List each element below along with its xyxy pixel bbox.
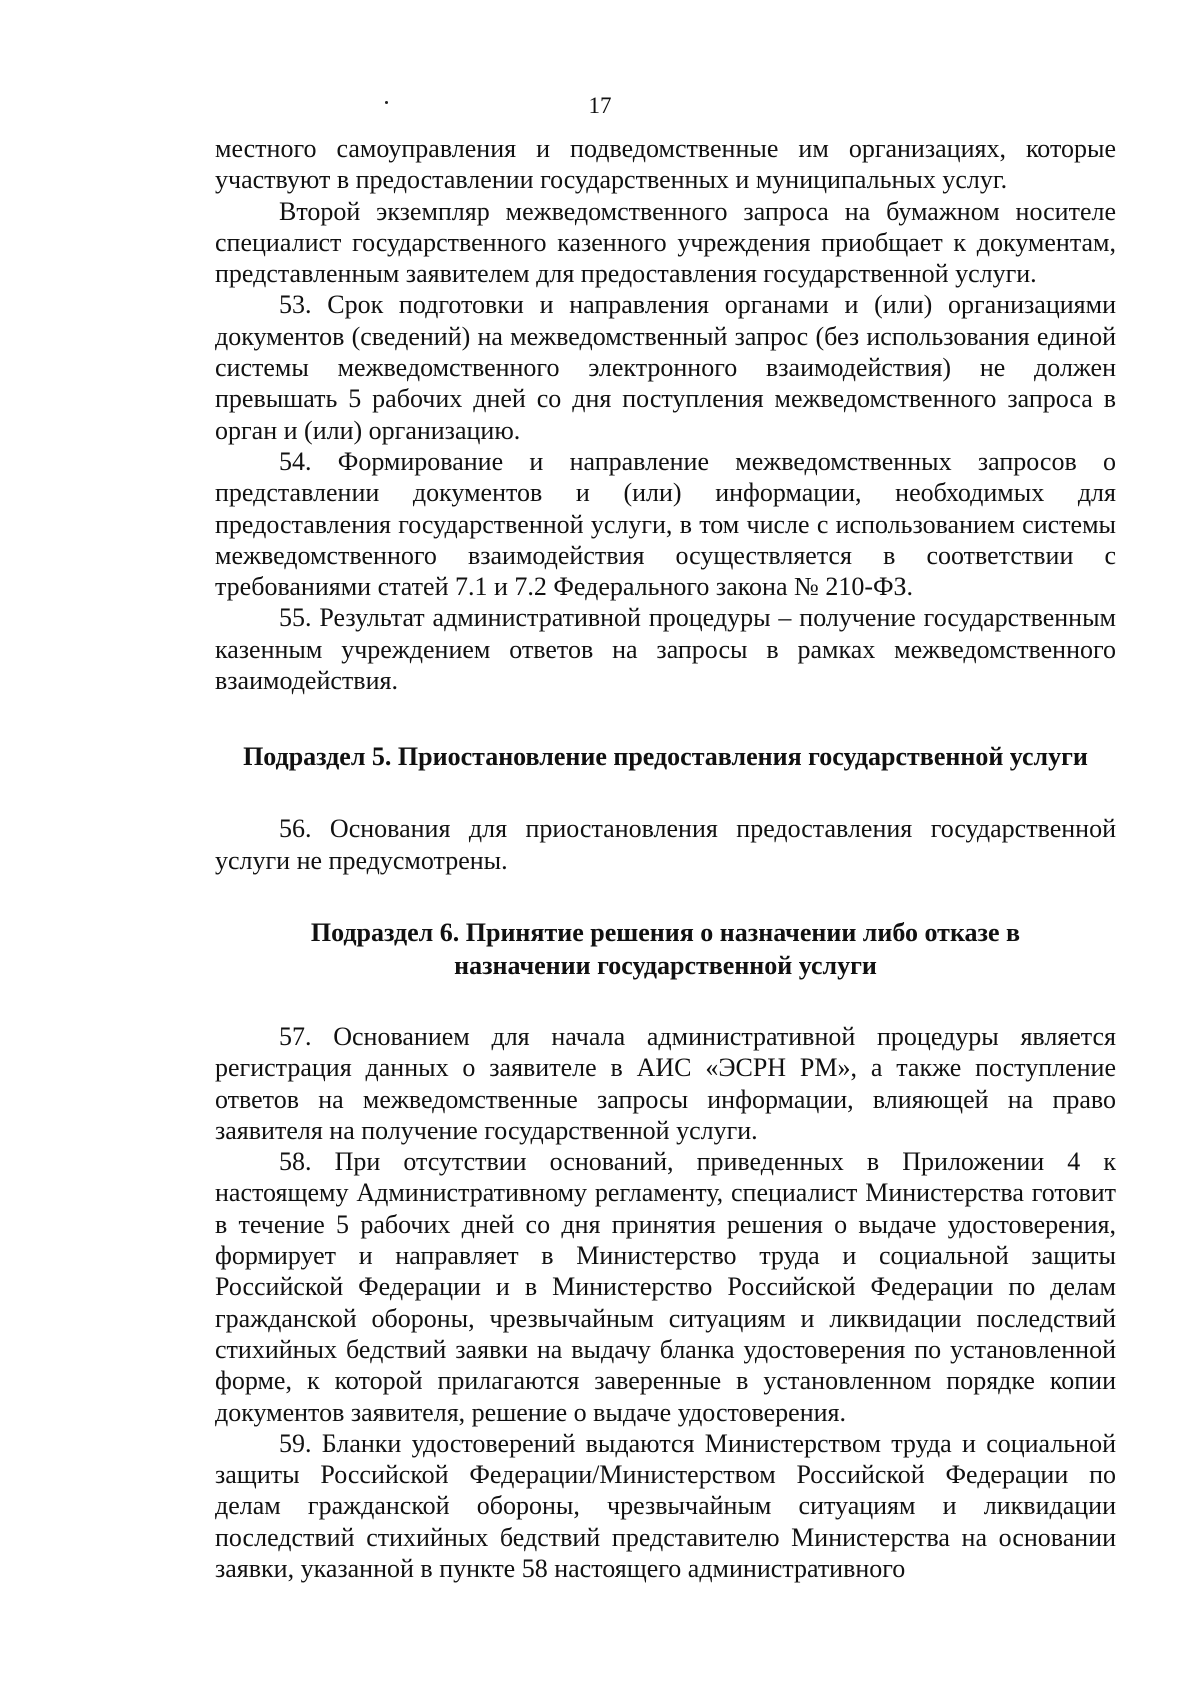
paragraph-55: 55. Результат административной процедуры – получение государственным казенным учреждением ответов на запросы в рамках межведомственного взаимодействия. xyxy=(215,603,1116,696)
spacer xyxy=(215,773,1116,813)
subsection-5-heading: Подраздел 5. Приостановление предоставления государственной услуги xyxy=(243,742,1088,772)
paragraph-59: 59. Бланки удостоверений выдаются Министерством труда и социальной защиты Российской Федерации/Министерством Российской Федерации по делам гражданской обороны, чрезвычайным ситуациям и ликвидации последствий стихийных бедствий представителю Министерства на основании заявки, указанной в пункте 58 настоящего административного xyxy=(215,1428,1116,1583)
spacer xyxy=(215,982,1116,1021)
subsection-6-heading-line-1: Подраздел 6. Принятие решения о назначении либо отказе в xyxy=(310,917,1021,947)
page-number: 17 xyxy=(588,93,612,118)
paragraph-56: 56. Основания для приостановления предоставления государственной услуги не предусмотрены. xyxy=(215,814,1116,875)
paragraph-58: 58. При отсутствии оснований, приведенных в Приложении 4 к настоящему Административному регламенту, специалист Министерства готовит в течение 5 рабочих дней со дня принятия решения о выдаче удостоверения, формирует и направляет в Министерство труда и социальной защиты Российской Федерации и в Министерство Российской Федерации по делам гражданской обороны, чрезвычайным ситуациям и ликвидации последствий стихийных бедствий заявки на выдачу бланка удостоверения по установленной форме, к которой прилагаются заверенные в установленном порядке копии документов заявителя, решение о выдаче удостоверения. xyxy=(215,1147,1116,1427)
paragraph-57: 57. Основанием для начала административной процедуры является регистрация данных о заявителе в АИС «ЭСРН РМ», а также поступление ответов на межведомственные запросы информации, влияющей на право заявителя на получение государственной услуги. xyxy=(215,1021,1116,1145)
spacer xyxy=(215,696,1116,740)
paragraph-continuation: местного самоуправления и подведомственные им организациях, которые участвуют в предоставлении государственных и муниципальных услуг. xyxy=(215,134,1116,195)
subsection-6-heading-line-2: назначении государственной услуги xyxy=(454,950,877,980)
paragraph-second-copy: Второй экземпляр межведомственного запроса на бумажном носителе специалист государственного казенного учреждения приобщает к документам, представленным заявителем для предоставления государственной услуги. xyxy=(215,196,1116,289)
spacer xyxy=(215,876,1116,916)
paragraph-53: 53. Срок подготовки и направления органами и (или) организациями документов (сведений) на межведомственный запрос (без использования единой системы межведомственного электронного взаимодействия) не должен превышать 5 рабочих дней со дня поступления межведомственного запроса в орган и (или) организацию. xyxy=(215,290,1116,445)
subsection-6-heading xyxy=(215,916,1116,982)
document-body xyxy=(215,133,1116,1584)
paragraph-54: 54. Формирование и направление межведомственных запросов о представлении документов и (или) информации, необходимых для предоставления государственной услуги, в том числе с использованием системы межведомственного взаимодействия осуществляется в соответствии с требованиями статей 7.1 и 7.2 Федерального закона № 210-ФЗ. xyxy=(215,446,1116,602)
